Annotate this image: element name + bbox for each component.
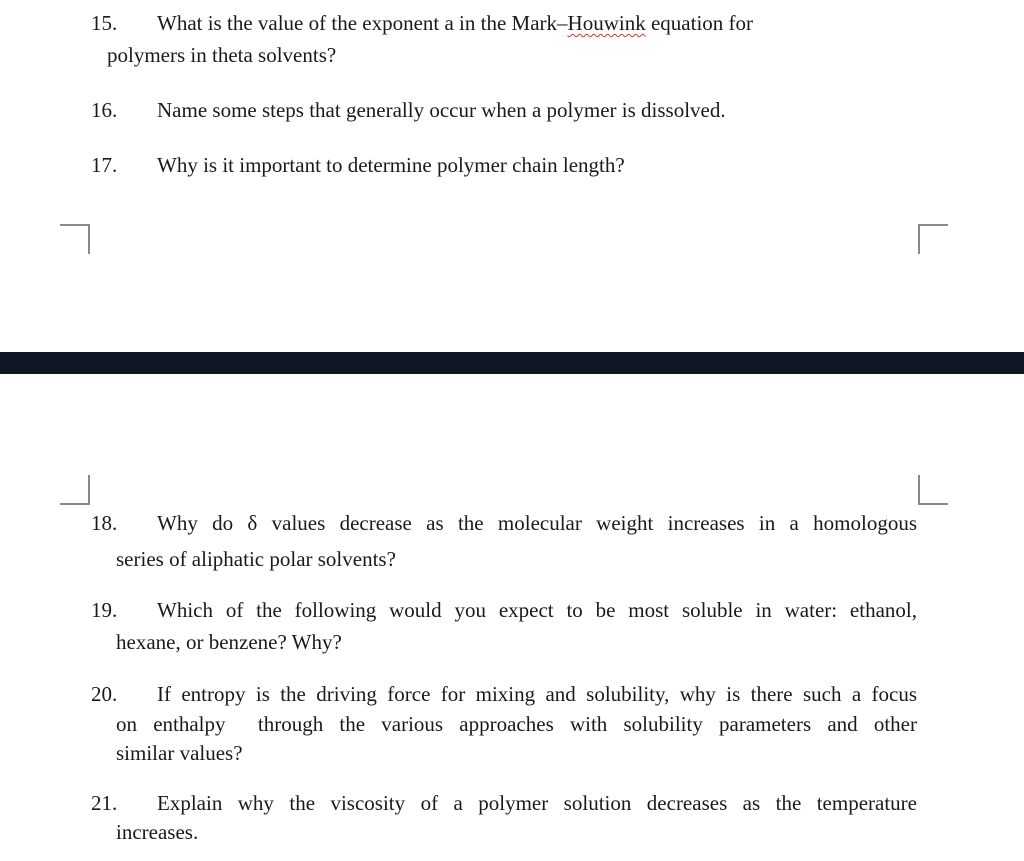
- question-text-line-2: on enthalpy through the various approaches with solubility parameters and other: [116, 712, 917, 736]
- question-text-line-1: Why is it important to determine polymer chain length?: [157, 153, 625, 177]
- page-corner-mark-bottom-left: [60, 475, 90, 505]
- question-text-line-1: [157, 10, 753, 36]
- spellcheck-flagged-word[interactable]: Houwink: [567, 11, 646, 35]
- question-text-line-1: Which of the following would you expect to be most soluble in water: ethanol,: [157, 598, 917, 622]
- question-text-line-2: series of aliphatic polar solvents?: [116, 547, 396, 571]
- question-text-line-3: similar values?: [116, 741, 243, 765]
- page-corner-mark-top-left: [60, 224, 90, 254]
- question-text-line-1: Explain why the viscosity of a polymer solution decreases as the temperature: [157, 791, 917, 815]
- question-text-line-2: increases.: [116, 820, 199, 844]
- question-17: [91, 152, 921, 182]
- question-19: [91, 597, 921, 659]
- question-number: 18.: [91, 511, 118, 535]
- question-text-line-1: Name some steps that generally occur when a polymer is dissolved.: [157, 98, 726, 122]
- page-corner-mark-top-right: [918, 224, 948, 254]
- question-number: 17.: [91, 153, 118, 177]
- question-text-line-2: hexane, or benzene? Why?: [116, 630, 342, 654]
- question-text-line-2: polymers in theta solvents?: [107, 43, 337, 67]
- question-18: [91, 510, 921, 574]
- page-corner-mark-bottom-right: [918, 475, 948, 505]
- question-20: [91, 681, 921, 771]
- question-number: 20.: [91, 682, 118, 706]
- question-number: 16.: [91, 98, 118, 122]
- question-text-line-1: If entropy is the driving force for mixing and solubility, why is there such a focus: [157, 682, 917, 706]
- question-21: [91, 790, 921, 850]
- question-text-segment: What is the value of the exponent a in the Mark–: [157, 11, 568, 35]
- question-text-segment: equation for: [645, 11, 754, 35]
- question-number: 21.: [91, 791, 118, 815]
- question-number: 19.: [91, 598, 118, 622]
- page-break-divider: [0, 352, 1024, 374]
- question-number: 15.: [91, 11, 118, 35]
- question-15: [91, 10, 921, 70]
- question-text-line-1: Why do δ values decrease as the molecular weight increases in a homologous: [157, 511, 917, 535]
- question-16: [91, 97, 921, 127]
